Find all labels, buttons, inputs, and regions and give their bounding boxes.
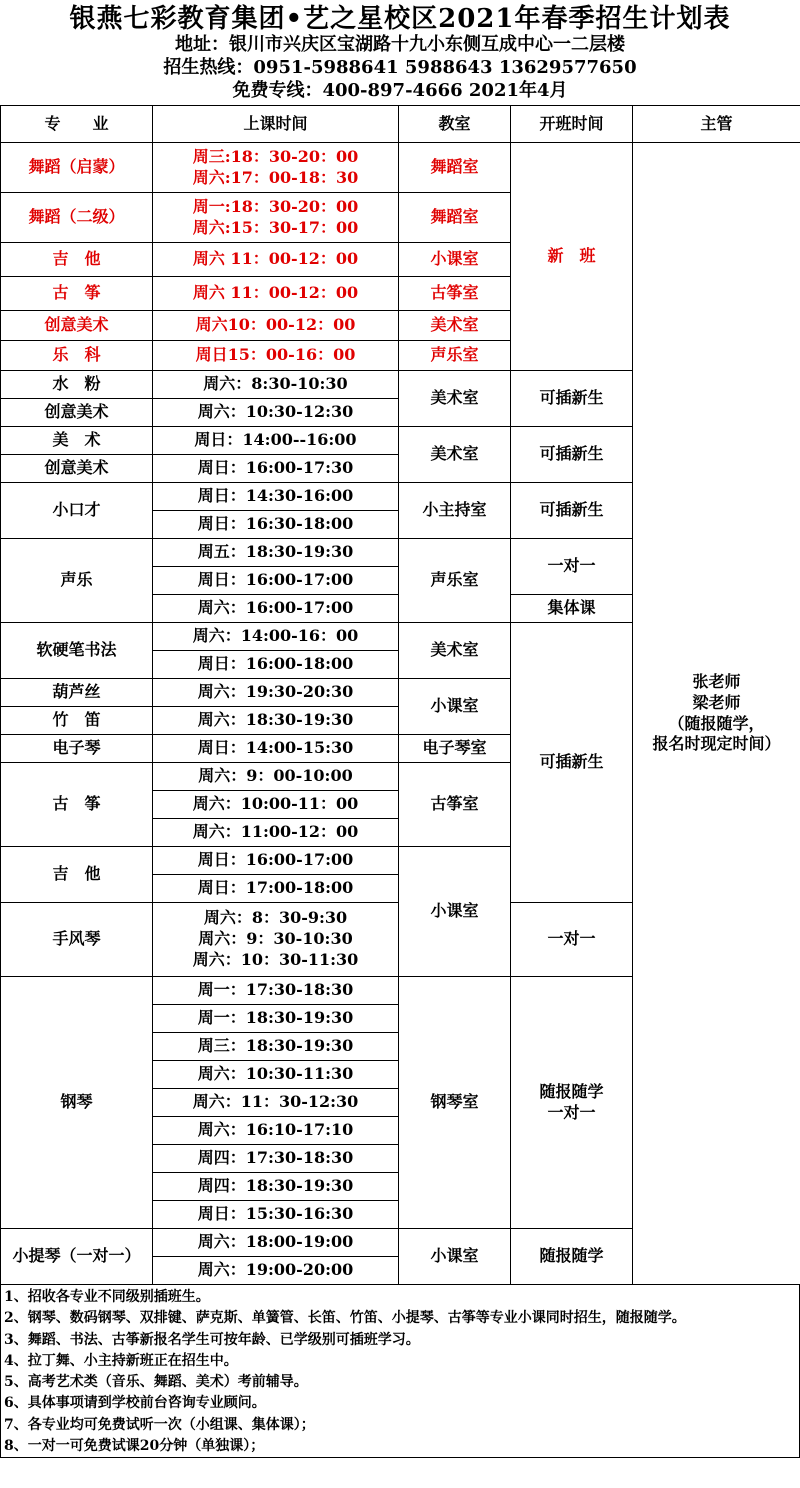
subject-cell: 古 筝 bbox=[1, 277, 153, 311]
time-line: 周六：9：30-10:30 bbox=[198, 929, 353, 949]
time-cell: 周六：16:00-17:00 bbox=[153, 595, 399, 623]
room-cell: 舞蹈室 bbox=[399, 143, 511, 193]
room-cell: 美术室 bbox=[399, 427, 511, 483]
address: 地址：银川市兴庆区宝湖路十九小东侧互成中心一二层楼 bbox=[175, 34, 625, 55]
schedule-table bbox=[0, 105, 800, 1285]
time-cell: 周五：18:30-19:30 bbox=[153, 539, 399, 567]
time-cell: 周六：10:30-11:30 bbox=[153, 1061, 399, 1089]
time-cell: 周日15：00-16：00 bbox=[153, 341, 399, 371]
time-cell: 周日：16:30-18:00 bbox=[153, 511, 399, 539]
subject-cell: 美 术 bbox=[1, 427, 153, 455]
subject-cell: 创意美术 bbox=[1, 311, 153, 341]
subject-cell: 声乐 bbox=[1, 539, 153, 623]
subject-cell: 吉 他 bbox=[1, 847, 153, 903]
subject-cell: 水 粉 bbox=[1, 371, 153, 399]
open-cell: 一对一 bbox=[511, 539, 633, 595]
open-cell: 可插新生 bbox=[511, 483, 633, 539]
time-line: 周六：10：30-11:30 bbox=[192, 949, 359, 969]
time-cell: 周一：18:30-19:30 bbox=[153, 1005, 399, 1033]
time-cell bbox=[153, 903, 399, 977]
subject-cell: 古 筝 bbox=[1, 763, 153, 847]
subject-cell: 小口才 bbox=[1, 483, 153, 539]
col-header: 上课时间 bbox=[153, 106, 399, 143]
subject-cell: 小提琴（一对一） bbox=[1, 1229, 153, 1285]
time-cell: 周六：11：30-12:30 bbox=[153, 1089, 399, 1117]
subject-cell: 软硬笔书法 bbox=[1, 623, 153, 679]
col-header: 教室 bbox=[399, 106, 511, 143]
time-cell bbox=[153, 193, 399, 243]
room-cell: 美术室 bbox=[399, 311, 511, 341]
time-cell: 周六10：00-12：00 bbox=[153, 311, 399, 341]
col-header: 主管 bbox=[633, 106, 800, 143]
subject-cell: 吉 他 bbox=[1, 243, 153, 277]
open-line: 随报随学 bbox=[539, 1081, 604, 1101]
manager-line: 报名时现定时间） bbox=[652, 734, 781, 754]
time-cell: 周六：11:00-12：00 bbox=[153, 819, 399, 847]
subject-cell: 钢琴 bbox=[1, 977, 153, 1229]
time-cell: 周六 11：00-12：00 bbox=[153, 243, 399, 277]
table-header-row bbox=[1, 106, 800, 143]
time-cell: 周六：10:30-12:30 bbox=[153, 399, 399, 427]
manager-line: 张老师 bbox=[692, 671, 741, 691]
open-cell: 可插新生 bbox=[511, 371, 633, 427]
time-cell: 周日：14:00-15:30 bbox=[153, 735, 399, 763]
manager-line: （随报随学， bbox=[668, 713, 765, 733]
time-cell: 周六：16:10-17:10 bbox=[153, 1117, 399, 1145]
room-cell: 声乐室 bbox=[399, 539, 511, 623]
room-cell: 小课室 bbox=[399, 847, 511, 977]
time-cell: 周日：17:00-18:00 bbox=[153, 875, 399, 903]
room-cell: 电子琴室 bbox=[399, 735, 511, 763]
note-item: 3、舞蹈、书法、古筝新报名学生可按年龄、已学级别可插班学习。 bbox=[4, 1331, 420, 1348]
open-line: 一对一 bbox=[547, 1102, 596, 1122]
open-cell: 一对一 bbox=[511, 903, 633, 977]
room-cell: 声乐室 bbox=[399, 341, 511, 371]
manager-line: 梁老师 bbox=[692, 692, 741, 712]
time-cell bbox=[153, 143, 399, 193]
subject-cell: 乐 科 bbox=[1, 341, 153, 371]
room-cell: 舞蹈室 bbox=[399, 193, 511, 243]
open-cell: 可插新生 bbox=[511, 427, 633, 483]
time-cell: 周六：14:00-16：00 bbox=[153, 623, 399, 651]
time-cell: 周六：19:00-20:00 bbox=[153, 1257, 399, 1285]
time-cell: 周日：15:30-16:30 bbox=[153, 1201, 399, 1229]
time-line: 周一:18：30-20：00 bbox=[192, 196, 359, 216]
room-cell: 古筝室 bbox=[399, 763, 511, 847]
room-cell: 小主持室 bbox=[399, 483, 511, 539]
time-cell: 周日：14:30-16:00 bbox=[153, 483, 399, 511]
header bbox=[0, 0, 800, 105]
time-cell: 周六：10:00-11：00 bbox=[153, 791, 399, 819]
col-header: 专 业 bbox=[1, 106, 153, 143]
subject-cell: 创意美术 bbox=[1, 399, 153, 427]
time-line: 周三:18：30-20：00 bbox=[192, 146, 359, 166]
time-cell: 周六：18:00-19:00 bbox=[153, 1229, 399, 1257]
time-cell: 周六：18:30-19:30 bbox=[153, 707, 399, 735]
room-cell: 美术室 bbox=[399, 623, 511, 679]
open-cell: 随报随学 bbox=[511, 1229, 633, 1285]
subject-cell: 手风琴 bbox=[1, 903, 153, 977]
subject-cell: 葫芦丝 bbox=[1, 679, 153, 707]
note-item: 7、各专业均可免费试听一次（小组课、集体课）； bbox=[4, 1416, 315, 1433]
time-cell: 周六：19:30-20:30 bbox=[153, 679, 399, 707]
manager-cell bbox=[633, 143, 800, 1285]
time-cell: 周六 11：00-12：00 bbox=[153, 277, 399, 311]
time-cell: 周一：17:30-18:30 bbox=[153, 977, 399, 1005]
notes bbox=[0, 1285, 800, 1458]
room-cell: 小课室 bbox=[399, 1229, 511, 1285]
open-cell bbox=[511, 977, 633, 1229]
room-cell: 小课室 bbox=[399, 679, 511, 735]
time-cell: 周日：16:00-17:30 bbox=[153, 455, 399, 483]
open-cell: 新 班 bbox=[511, 143, 633, 371]
note-item: 5、高考艺术类（音乐、舞蹈、美术）考前辅导。 bbox=[4, 1374, 308, 1391]
subject-cell: 创意美术 bbox=[1, 455, 153, 483]
subject-cell: 电子琴 bbox=[1, 735, 153, 763]
subject-cell: 舞蹈（二级） bbox=[1, 193, 153, 243]
time-cell: 周三：18:30-19:30 bbox=[153, 1033, 399, 1061]
col-header: 开班时间 bbox=[511, 106, 633, 143]
time-line: 周六:15：30-17：00 bbox=[192, 217, 359, 237]
time-cell: 周四：18:30-19:30 bbox=[153, 1173, 399, 1201]
note-item: 8、一对一可免费试课20分钟（单独课）； bbox=[4, 1437, 265, 1454]
time-cell: 周日：16:00-18:00 bbox=[153, 651, 399, 679]
room-cell: 钢琴室 bbox=[399, 977, 511, 1229]
time-cell: 周日：16:00-17:00 bbox=[153, 847, 399, 875]
open-cell: 可插新生 bbox=[511, 623, 633, 903]
time-cell: 周日：16:00-17:00 bbox=[153, 567, 399, 595]
note-item: 1、招收各专业不同级别插班生。 bbox=[4, 1289, 210, 1305]
room-cell: 古筝室 bbox=[399, 277, 511, 311]
freeline: 免费专线：400-897-4666 2021年4月 bbox=[232, 80, 568, 101]
table-row bbox=[1, 143, 800, 193]
page-title: 银燕七彩教育集团•艺之星校区2021年春季招生计划表 bbox=[69, 4, 731, 34]
note-item: 6、具体事项请到学校前台咨询专业顾问。 bbox=[4, 1395, 266, 1412]
time-line: 周六:17：00-18：30 bbox=[192, 167, 359, 187]
time-cell: 周六：8:30-10:30 bbox=[153, 371, 399, 399]
note-item: 4、拉丁舞、小主持新班正在招生中。 bbox=[4, 1352, 238, 1369]
subject-cell: 舞蹈（启蒙） bbox=[1, 143, 153, 193]
time-cell: 周六：9：00-10:00 bbox=[153, 763, 399, 791]
time-cell: 周四：17:30-18:30 bbox=[153, 1145, 399, 1173]
time-cell: 周日：14:00--16:00 bbox=[153, 427, 399, 455]
room-cell: 美术室 bbox=[399, 371, 511, 427]
room-cell: 小课室 bbox=[399, 243, 511, 277]
open-cell: 集体课 bbox=[511, 595, 633, 623]
subject-cell: 竹 笛 bbox=[1, 707, 153, 735]
time-line: 周六：8：30-9:30 bbox=[203, 908, 348, 928]
hotline: 招生热线：0951-5988641 5988643 13629577650 bbox=[163, 57, 637, 78]
note-item: 2、钢琴、数码钢琴、双排键、萨克斯、单簧管、长笛、竹笛、小提琴、古筝等专业小课同时招生，随报随学。 bbox=[4, 1310, 686, 1327]
